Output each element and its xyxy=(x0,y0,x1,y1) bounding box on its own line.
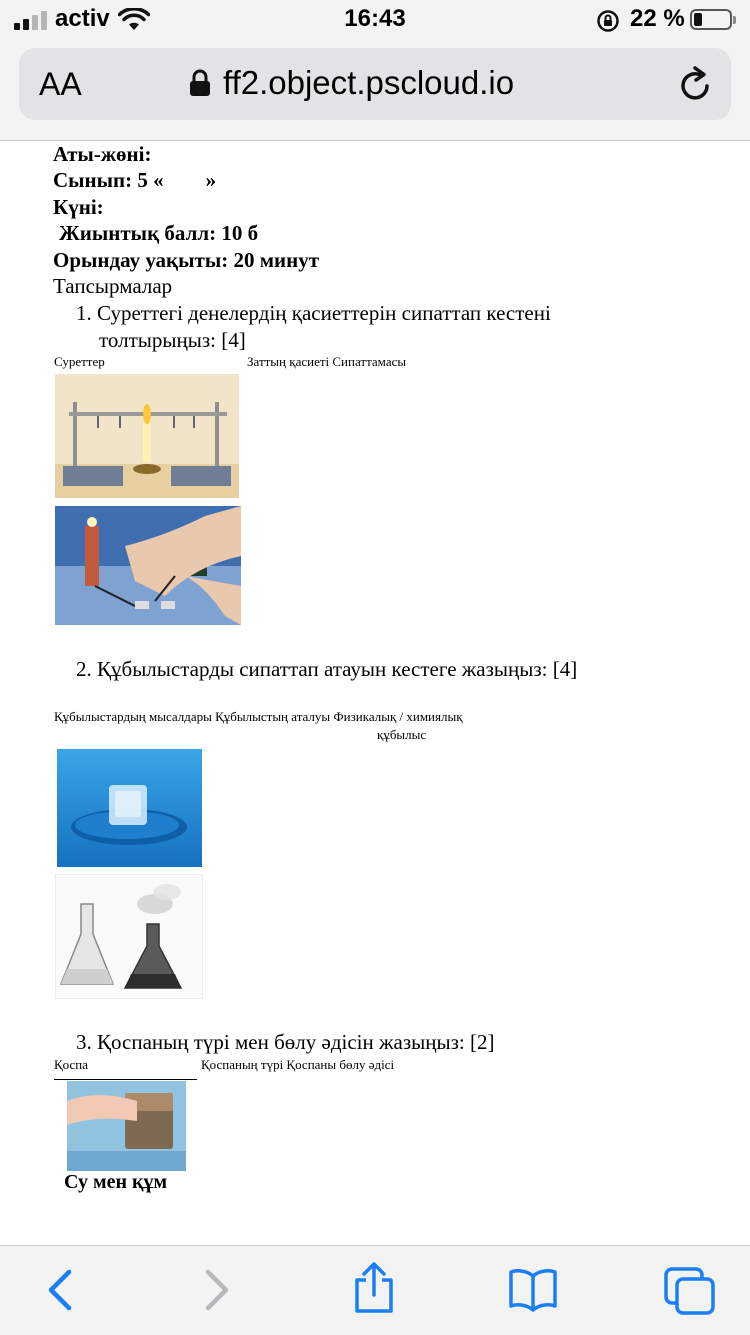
url-field[interactable] xyxy=(19,48,731,120)
browser-address-bar xyxy=(0,42,750,141)
task-1 xyxy=(76,300,551,354)
water-sand-image xyxy=(67,1081,186,1171)
document-page xyxy=(0,141,750,1245)
task-number: 1. xyxy=(76,301,92,325)
task-number: 3. xyxy=(76,1030,92,1054)
url-display[interactable] xyxy=(189,64,514,102)
carrier-name: activ xyxy=(55,5,110,32)
battery-percent: 22 % xyxy=(630,5,685,32)
column-header: Қоспаның түрі Қоспаны бөлу әдісі xyxy=(201,1057,395,1072)
bookmarks-button[interactable] xyxy=(508,1268,558,1312)
melting-ice-image xyxy=(57,749,202,867)
text-size-label: AA xyxy=(39,66,82,102)
clock: 16:43 xyxy=(344,5,406,32)
task-number: 2. xyxy=(76,657,92,681)
task-text: Құбылыстарды сипаттап атауын кестеге жазыңыз: [4] xyxy=(97,657,578,681)
back-button[interactable] xyxy=(45,1268,75,1312)
column-header: Құбылыстардың мысалдары Құбылыстың аталуы Физикалық / химиялық xyxy=(54,709,463,724)
duration: Орындау уақыты: 20 минут xyxy=(53,248,320,272)
column-header: Заттың қасиеті Сипаттамасы xyxy=(247,354,407,369)
task-2 xyxy=(76,656,577,683)
image-caption: Су мен құм xyxy=(64,1171,168,1193)
table-rule xyxy=(54,1079,197,1080)
browser-toolbar xyxy=(0,1245,750,1335)
task-text: Қоспаның түрі мен бөлу әдісін жазыңыз: [2] xyxy=(97,1030,495,1054)
tabs-button[interactable] xyxy=(663,1266,717,1316)
status-bar xyxy=(0,0,750,42)
circuit-image xyxy=(55,506,241,625)
tasks-heading: Тапсырмалар xyxy=(53,274,173,298)
flasks-image xyxy=(55,874,203,999)
battery-icon xyxy=(690,9,732,30)
url-text: ff2.object.pscloud.io xyxy=(223,64,515,101)
column-header: құбылыс xyxy=(377,727,427,742)
text-size-button[interactable] xyxy=(39,66,82,103)
task-3 xyxy=(76,1029,494,1056)
reload-icon[interactable] xyxy=(679,66,713,102)
column-header: Суреттер xyxy=(54,354,105,369)
task-text: толтырыңыз: [4] xyxy=(99,328,246,352)
column-header: Қоспа xyxy=(54,1057,88,1072)
share-button[interactable] xyxy=(352,1262,396,1314)
forward-button[interactable] xyxy=(202,1268,232,1312)
lock-icon xyxy=(189,69,211,97)
class-line: Сынып: 5 « » xyxy=(53,168,217,192)
rotation-lock-icon xyxy=(596,9,620,33)
task-text: Суреттегі денелердің қасиеттерін сипаттап кестені xyxy=(97,301,551,325)
date-line: Күні: xyxy=(53,195,104,219)
total-score: Жиынтық балл: 10 б xyxy=(59,221,259,245)
candle-rod-image xyxy=(55,374,239,498)
name-line: Аты-жөні: xyxy=(53,142,152,166)
